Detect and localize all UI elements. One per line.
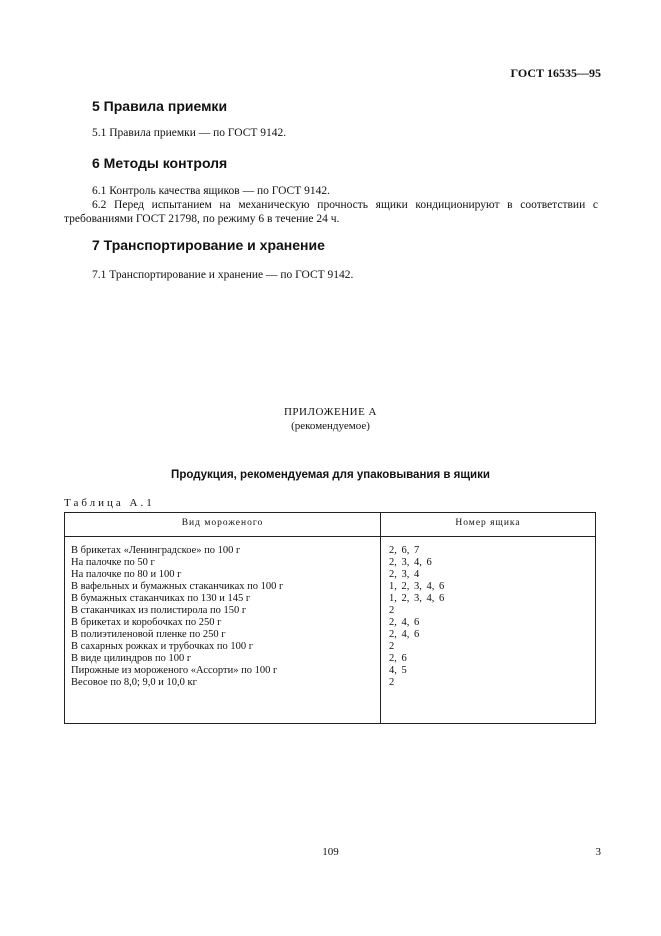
table-cell-kind: В бумажных стаканчиках по 130 и 145 г (71, 593, 251, 604)
table-cell-kind: В брикетах «Ленинградское» по 100 г (71, 545, 241, 556)
annex-subtitle: (рекомендуемое) (291, 420, 370, 432)
annex-title: ПРИЛОЖЕНИЕ А (283, 406, 377, 418)
table-header-box-number: Номер ящика (455, 518, 521, 528)
table-cell-kind: Пирожные из мороженого «Ассорти» по 100 г (71, 665, 278, 676)
table-row (65, 677, 595, 689)
sheet-number: 3 (595, 846, 601, 858)
table-cell-box-number: 2 (389, 605, 395, 616)
section-5-title: 5 Правила приемки (92, 98, 228, 114)
section-6-title: 6 Методы контроля (92, 155, 228, 171)
section-6-para-2: 6.2 Перед испытанием на механическую прочность ящики кондиционируют в соответствии с требованиями ГОСТ 21798, по режиму 6 в течение 24 ч. (64, 199, 598, 225)
table-row (65, 569, 595, 581)
table-row (65, 605, 595, 617)
document-code: ГОСТ 16535—95 (510, 66, 601, 80)
table-cell-kind: В полиэтиленовой пленке по 250 г (71, 629, 226, 640)
table-cell-box-number: 2, 6, 7 (389, 545, 420, 556)
table-cell-kind: Весовое по 8,0; 9,0 и 10,0 кг (71, 677, 197, 688)
table-cell-kind: В виде цилиндров по 100 г (71, 653, 192, 664)
table-cell-box-number: 2, 4, 6 (389, 617, 420, 628)
section-7-para-1: 7.1 Транспортирование и хранение — по ГОСТ 9142. (92, 269, 354, 281)
table-row (65, 593, 595, 605)
table-label: Таблица А.1 (64, 497, 155, 509)
table-row (65, 617, 595, 629)
table-row (65, 665, 595, 677)
section-7-title: 7 Транспортирование и хранение (92, 237, 325, 253)
table-row (65, 653, 595, 665)
table-row (65, 545, 595, 557)
table-cell-kind: В вафельных и бумажных стаканчиках по 100 г (71, 581, 284, 592)
table-cell-box-number: 4, 5 (389, 665, 407, 676)
table-header-divider (65, 536, 595, 537)
page-number: 109 (322, 846, 339, 858)
table-cell-kind: На палочке по 80 и 100 г (71, 569, 182, 580)
table-row (65, 641, 595, 653)
table-row (65, 629, 595, 641)
products-table (64, 512, 596, 724)
table-body (65, 545, 595, 689)
table-cell-box-number: 2 (389, 641, 395, 652)
table-cell-kind: В брикетах и коробочках по 250 г (71, 617, 222, 628)
table-cell-kind: В стаканчиках из полистирола по 150 г (71, 605, 247, 616)
table-cell-box-number: 2, 6 (389, 653, 407, 664)
section-6-para-1: 6.1 Контроль качества ящиков — по ГОСТ 9142. (92, 185, 331, 197)
table-cell-kind: На палочке по 50 г (71, 557, 155, 568)
table-header-kind: Вид мороженого (181, 518, 264, 528)
table-cell-box-number: 1, 2, 3, 4, 6 (389, 593, 445, 604)
table-cell-box-number: 2 (389, 677, 395, 688)
table-cell-kind: В сахарных рожках и трубочках по 100 г (71, 641, 254, 652)
table-row (65, 581, 595, 593)
table-title: Продукция, рекомендуемая для упаковывания в ящики (171, 469, 490, 481)
table-cell-box-number: 1, 2, 3, 4, 6 (389, 581, 445, 592)
table-cell-box-number: 2, 3, 4, 6 (389, 557, 432, 568)
section-5-para-1: 5.1 Правила приемки — по ГОСТ 9142. (92, 127, 287, 139)
table-row (65, 557, 595, 569)
table-cell-box-number: 2, 3, 4 (389, 569, 420, 580)
table-cell-box-number: 2, 4, 6 (389, 629, 420, 640)
